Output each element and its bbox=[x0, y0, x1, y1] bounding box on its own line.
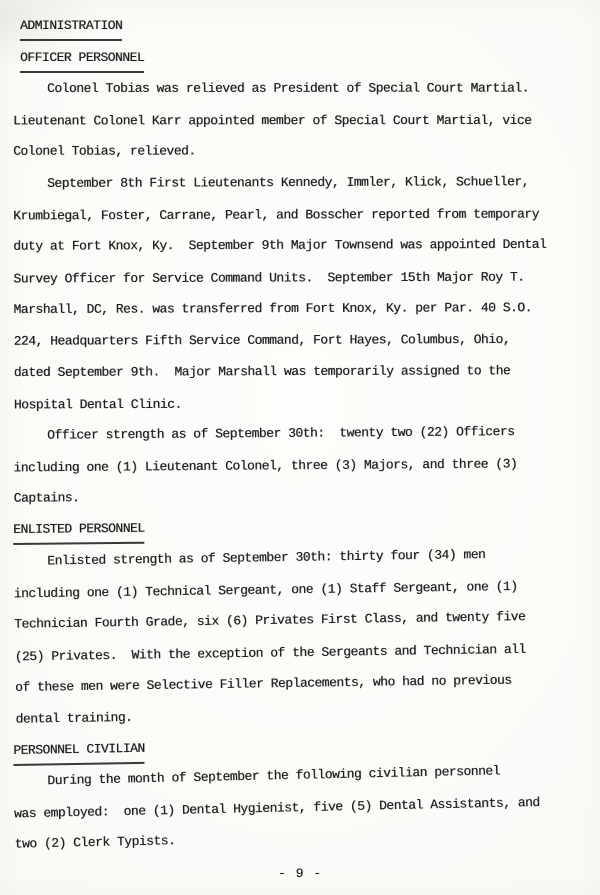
text-line: Captains. bbox=[13, 489, 80, 506]
paragraph bbox=[13, 165, 591, 419]
text-line: September 8th First Lieutenants Kennedy, Immler, Klick, Schueller, bbox=[47, 173, 529, 191]
paragraph bbox=[13, 72, 590, 167]
text-line: dated September 9th. Major Marshall was temporarily assigned to the bbox=[13, 362, 511, 380]
paragraph bbox=[13, 537, 593, 735]
section-heading-label: OFFICER PERSONNEL bbox=[20, 44, 144, 73]
text-line: Enlisted strength as of September 30th: thirty four (34) men bbox=[47, 546, 486, 568]
text-line: Colonel Tobias, relieved. bbox=[13, 143, 196, 159]
text-line: Krumbiegal, Foster, Carrane, Pearl, and Bosscher reported from temporary bbox=[13, 205, 539, 223]
text-line: dental training. bbox=[15, 708, 133, 726]
paragraph bbox=[13, 415, 591, 514]
text-line: was employed: one (1) Dental Hygienist, five (5) Dental Assistants, and bbox=[13, 794, 540, 821]
section-heading-label: PERSONNEL CIVILIAN bbox=[13, 734, 145, 765]
text-line: Survey Officer for Service Command Units. September 15th Major Roy T. bbox=[13, 268, 525, 286]
text-line: Technician Fourth Grade, six (6) Privates First Class, and twenty five bbox=[14, 608, 526, 632]
section-heading bbox=[13, 42, 590, 74]
page-number: - 9 - bbox=[277, 866, 322, 881]
text-line: including one (1) Lieutenant Colonel, three (3) Majors, and three (3) bbox=[13, 455, 518, 475]
text-line: (25) Privates. With the exception of the Sergeants and Technician all bbox=[14, 640, 526, 664]
document-content bbox=[13, 10, 590, 861]
section-heading bbox=[13, 10, 590, 42]
text-line: two (2) Clerk Typists. bbox=[14, 833, 176, 852]
text-line: Colonel Tobias was relieved as President of Special Court Martial. bbox=[47, 80, 529, 96]
section-heading-label: ENLISTED PERSONNEL bbox=[13, 515, 145, 545]
section-heading-label: ADMINISTRATION bbox=[20, 12, 122, 41]
paragraph bbox=[13, 753, 592, 860]
text-line: of these men were Selective Filler Replacements, who had no previous bbox=[14, 672, 512, 695]
text-line: Lieutenant Colonel Karr appointed member of Special Court Martial, vice bbox=[13, 112, 532, 128]
text-line: Officer strength as of September 30th: twenty two (22) Officers bbox=[47, 423, 515, 443]
text-line: 224, Headquarters Fifth Service Command, Fort Hayes, Columbus, Ohio, bbox=[13, 330, 511, 348]
text-line: duty at Fort Knox, Ky. September 9th Major Townsend was appointed Dental bbox=[13, 236, 547, 254]
text-line: including one (1) Technical Sergeant, one (1) Staff Sergeant, one (1) bbox=[13, 577, 518, 601]
text-line: Marshall, DC, Res. was transferred from Fort Knox, Ky. per Par. 40 S.O. bbox=[13, 299, 532, 317]
text-line: Hospital Dental Clinic. bbox=[13, 395, 182, 412]
text-line: During the month of September the following civilian personnel bbox=[47, 763, 501, 789]
